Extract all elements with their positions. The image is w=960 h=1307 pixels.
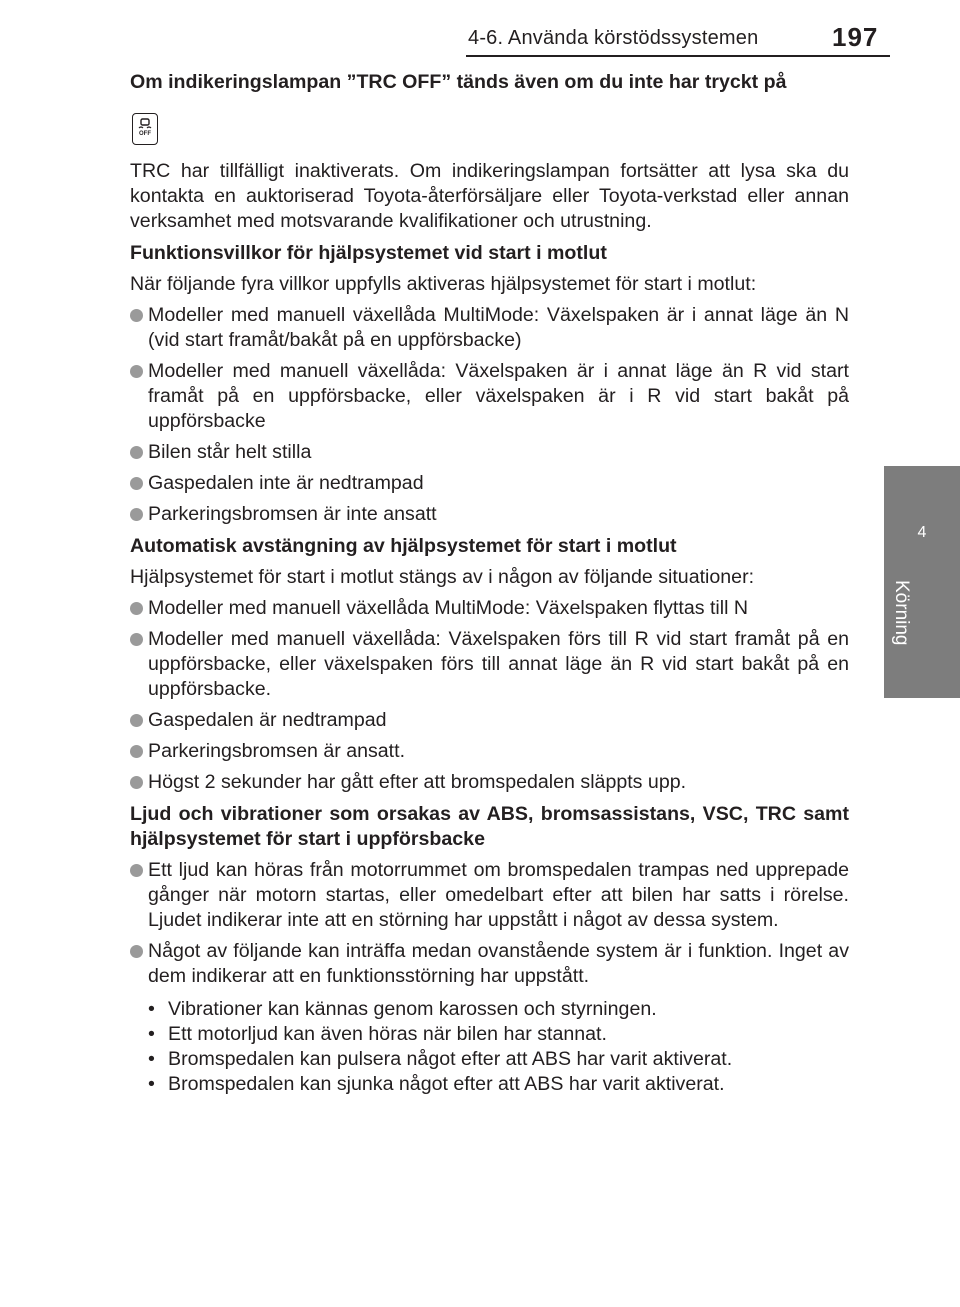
list-item: Parkeringsbromsen är ansatt. [130,739,849,764]
list-item: Något av följande kan inträffa medan ovanstående system är i funktion. Inget av dem indikerar att en funktionsstörning har uppstått. [130,939,849,989]
bullet-dot [130,477,143,490]
list-item: Ett ljud kan höras från motorrummet om bromspedalen trampas ned upprepade gånger när motorn startas, eller omedelbart efter att bilen har satts i rörelse. Ljudet indikerar inte att en störning har uppstått i något av dessa system. [130,858,849,933]
bullet-dot [130,945,143,958]
trc-off-icon-text: OFF [139,131,151,137]
section-noise-vibration [112,802,849,1097]
bullet-dot [130,602,143,615]
section-paragraph: När följande fyra villkor uppfylls aktiveras hjälpsystemet för start i motlut: [130,273,757,295]
list-item: Modeller med manuell växellåda: Växelspaken förs till R vid start framåt på en uppförsbacke, eller växelspaken förs till annat läge än R vid start bakåt på en uppförsbacke. [130,627,849,702]
section-heading: Funktionsvillkor för hjälpsystemet vid start i motlut [130,242,607,264]
chapter-tab-number: 4 [917,524,927,541]
bullet-dot [130,864,143,877]
header-rule [466,55,890,57]
list-item: Gaspedalen är nedtrampad [130,708,849,733]
page-number: 197 [832,22,879,52]
section-paragraph: Hjälpsystemet för start i motlut stängs av i någon av följande situationer: [130,566,755,588]
section-heading: Om indikeringslampan ”TRC OFF” tänds även om du inte har tryckt på [130,71,787,93]
list-item: Högst 2 sekunder har gått efter att bromspedalen släppts upp. [130,770,849,795]
sub-list-item: • Ett motorljud kan även höras när bilen har stannat. [148,1023,607,1045]
header-section-title: 4-6. Använda körstödssystemen [468,27,759,49]
sub-list [130,997,849,1097]
section-hill-start-auto-off [112,534,849,795]
bullet-dot [130,508,143,521]
list-item: Modeller med manuell växellåda MultiMode: Växelspaken flyttas till N [130,596,849,621]
bullet-dot [130,309,143,322]
section-hill-start-conditions [112,241,849,527]
bullet-dot [130,776,143,789]
bullet-dot [130,714,143,727]
bullet-dot [130,365,143,378]
sub-list-item: • Bromspedalen kan pulsera något efter att ABS har varit aktiverat. [148,1048,733,1070]
list-item: Modeller med manuell växellåda MultiMode: Växelspaken är i annat läge än N (vid start framåt/bakåt på en uppförsbacke) [130,303,849,353]
list-item: Parkeringsbromsen är inte ansatt [130,502,849,527]
page-content [112,70,849,1104]
bullet-dot [130,633,143,646]
skidding-car-icon [137,118,153,130]
section-heading: Automatisk avstängning av hjälpsystemet för start i motlut [130,535,677,557]
bullet-dot [130,446,143,459]
list-item: Bilen står helt stilla [130,440,849,465]
bullet-dot [130,745,143,758]
list-item: Modeller med manuell växellåda: Växelspaken är i annat läge än R vid start framåt på en uppförsbacke, eller växelspaken är i R vid start bakåt på uppförsbacke [130,359,849,434]
list-item: Gaspedalen inte är nedtrampad [130,471,849,496]
section-paragraph: TRC har tillfälligt inaktiverats. Om indikeringslampan fortsätter att lysa ska du kontakta en auktoriserad Toyota-återförsäljare eller Toyota-verkstad eller annan verksamhet med motsvarande kvalifikationer och utrustning. [130,160,849,232]
sub-list-item: • Bromspedalen kan sjunka något efter att ABS har varit aktiverat. [148,1073,725,1095]
section-heading: Ljud och vibrationer som orsakas av ABS, bromsassistans, VSC, TRC samt hjälpsystemet för start i uppförsbacke [130,803,849,850]
trc-off-icon [132,113,158,145]
section-trc-off [112,70,849,234]
chapter-tab-label: Körning [891,580,912,646]
sub-list-item: • Vibrationer kan kännas genom karossen och styrningen. [148,998,657,1020]
